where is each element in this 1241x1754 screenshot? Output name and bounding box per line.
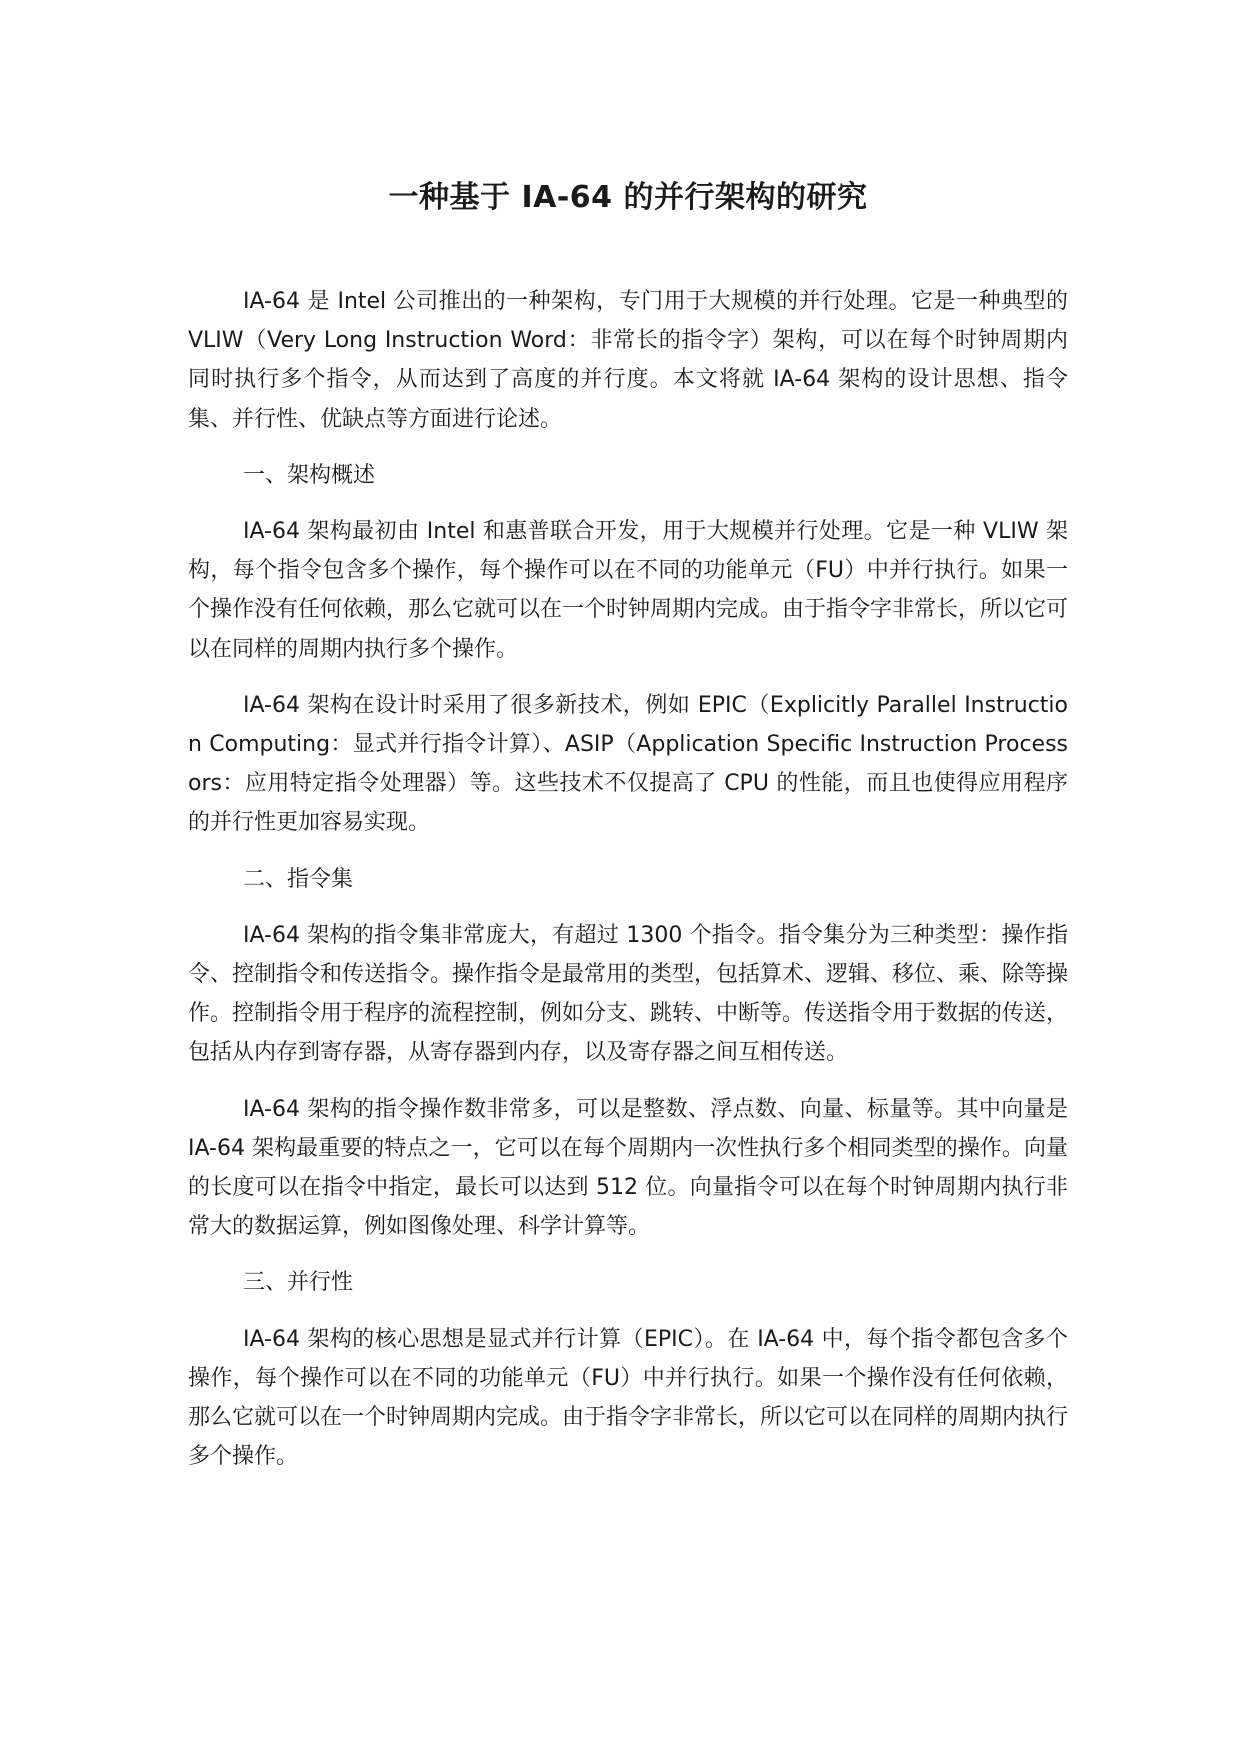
overview-paragraph-1: IA-64 架构最初由 Intel 和惠普联合开发，用于大规模并行处理。它是一种 VLIW 架构，每个指令包含多个操作，每个操作可以在不同的功能单元（FU）中并行执行。如果一个操作没有任何依赖，那么它就可以在一个时钟周期内完成。由于指令字非常长，所以它可以在同样的周期内执行多个操作。 (188, 519, 1069, 662)
section-heading-parallelism: 三、并行性 (243, 1270, 354, 1296)
intro-paragraph: IA-64 是 Intel 公司推出的一种架构，专门用于大规模的并行处理。它是一种典型的 VLIW（Very Long Instruction Word：非常长的指令字）架构，可以在每个时钟周期内同时执行多个指令，从而达到了高度的并行度。本文将就 IA-64 架构的设计思想、指令集、并行性、优缺点等方面进行论述。 (188, 289, 1068, 432)
instruction-set-paragraph-2: IA-64 架构的指令操作数非常多，可以是整数、浮点数、向量、标量等。其中向量是 IA-64 架构最重要的特点之一，它可以在每个周期内一次性执行多个相同类型的操作。向量的长度可以在指令中指定，最长可以达到 512 位。向量指令可以在每个时钟周期内执行非常大的数据运算，例如图像处理、科学计算等。 (188, 1096, 1068, 1240)
document-body (188, 282, 1068, 1493)
parallelism-paragraph-1: IA-64 架构的核心思想是显式并行计算（EPIC）。在 IA-64 中，每个指令都包含多个操作，每个操作可以在不同的功能单元（FU）中并行执行。如果一个操作没有任何依赖，那么它就可以在一个时钟周期内完成。由于指令字非常长，所以它可以在同样的周期内执行多个操作。 (188, 1326, 1069, 1470)
document-title: 一种基于 IA-64 的并行架构的研究 (388, 180, 868, 215)
section-heading-overview: 一、架构概述 (243, 462, 376, 488)
overview-paragraph-2: IA-64 架构在设计时采用了很多新技术，例如 EPIC（Explicitly Parallel Instruction Computing：显式并行指令计算）、ASIP（Application Specific Instruction Processors：应用特定指令处理器）等。这些技术不仅提高了 CPU 的性能，而且也使得应用程序的并行性更加容易实现。 (188, 692, 1068, 836)
instruction-set-paragraph-1: IA-64 架构的指令集非常庞大，有超过 1300 个指令。指令集分为三种类型：操作指令、控制指令和传送指令。操作指令是最常用的类型，包括算术、逻辑、移位、乘、除等操作。控制指令用于程序的流程控制，例如分支、跳转、中断等。传送指令用于数据的传送，包括从内存到寄存器，从寄存器到内存，以及寄存器之间互相传送。 (188, 922, 1069, 1066)
section-heading-instruction-set: 二、指令集 (243, 866, 354, 892)
